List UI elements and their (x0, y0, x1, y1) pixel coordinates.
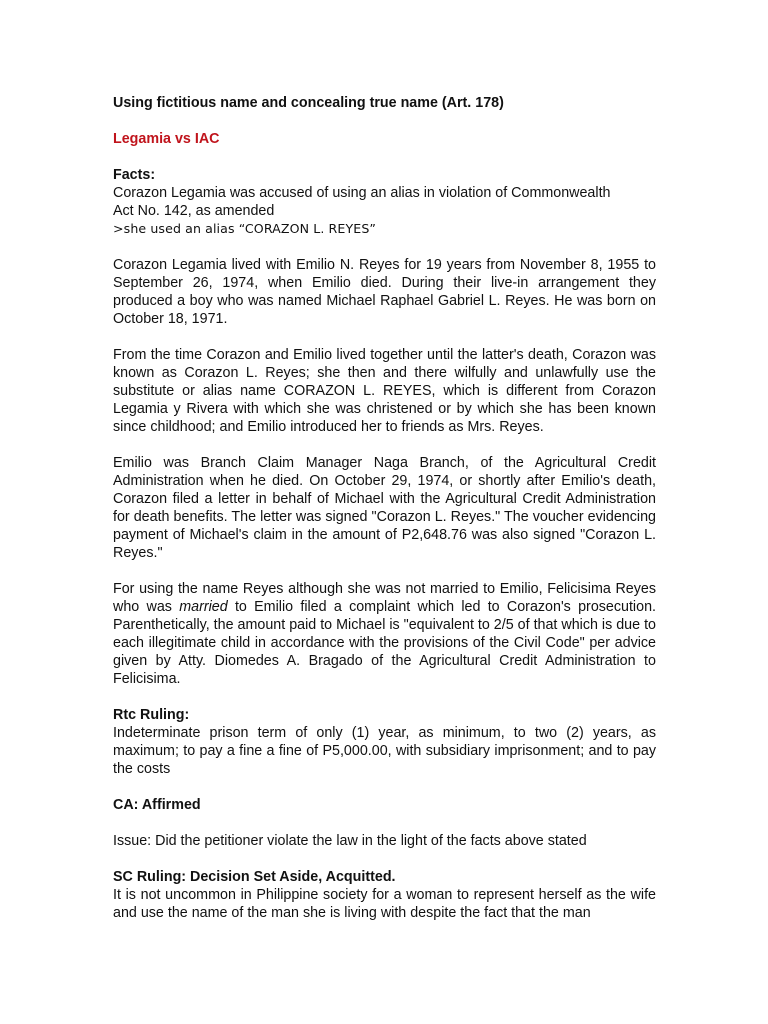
issue-text: Issue: Did the petitioner violate the law in the light of the facts above stated (113, 833, 587, 849)
document-title: Using fictitious name and concealing true name (Art. 178) (113, 95, 504, 111)
facts-line-2: Act No. 142, as amended (113, 203, 275, 219)
rtc-heading: Rtc Ruling: (113, 707, 190, 723)
alias-note: >she used an alias “CORAZON L. REYES” (113, 221, 377, 236)
ca-heading: CA: Affirmed (113, 797, 201, 813)
married-emphasis: married (179, 599, 228, 615)
facts-paragraph-5 (113, 580, 656, 688)
case-title: Legamia vs IAC (113, 131, 220, 147)
sc-heading: SC Ruling: Decision Set Aside, Acquitted. (113, 869, 396, 885)
facts-paragraph-5-start: For using the name Reyes although she was not married to Emilio, Felicisima Reyes who was (113, 581, 656, 615)
sc-ruling-text: It is not uncommon in Philippine society for a woman to represent herself as the wife and use the name of the man she is living with despite the fact that the man (113, 887, 656, 921)
facts-paragraph-3: From the time Corazon and Emilio lived together until the latter's death, Corazon was known as Corazon L. Reyes; she then and there wilfully and unlawfully use the substitute or alias name CORAZON L. REYES, which is different from Corazon Legamia y Rivera with which she was christened or by which she has been known since childhood; and Emilio introduced her to friends as Mrs. Reyes. (113, 347, 656, 435)
facts-paragraph-2: Corazon Legamia lived with Emilio N. Reyes for 19 years from November 8, 1955 to September 26, 1974, when Emilio died. During their live-in arrangement they produced a boy who was named Michael Raphael Gabriel L. Reyes. He was born on October 18, 1971. (113, 257, 656, 327)
facts-paragraph-5-end: to Emilio filed a complaint which led to Corazon's prosecution. Parenthetically, the amount paid to Michael is "equivalent to 2/5 of that which is due to each illegitimate child in accordance with the provisions of the Civil Code" per advice given by Atty. Diomedes A. Bragado of the Agricultural Credit Administration to Felicisima. (113, 599, 656, 687)
facts-heading: Facts: (113, 167, 156, 183)
facts-paragraph-4: Emilio was Branch Claim Manager Naga Branch, of the Agricultural Credit Administration when he died. On October 29, 1974, or shortly after Emilio's death, Corazon filed a letter in behalf of Michael with the Agricultural Credit Administration for death benefits. The letter was signed "Corazon L. Reyes." The voucher evidencing payment of Michael's claim in the amount of P2,648.76 was also signed "Corazon L. Reyes." (113, 455, 656, 561)
document-page (113, 94, 656, 922)
facts-line-1: Corazon Legamia was accused of using an alias in violation of Commonwealth (113, 185, 611, 201)
rtc-ruling-text: Indeterminate prison term of only (1) year, as minimum, to two (2) years, as maximum; to pay a fine a fine of P5,000.00, with subsidiary imprisonment; and to pay the costs (113, 725, 656, 777)
